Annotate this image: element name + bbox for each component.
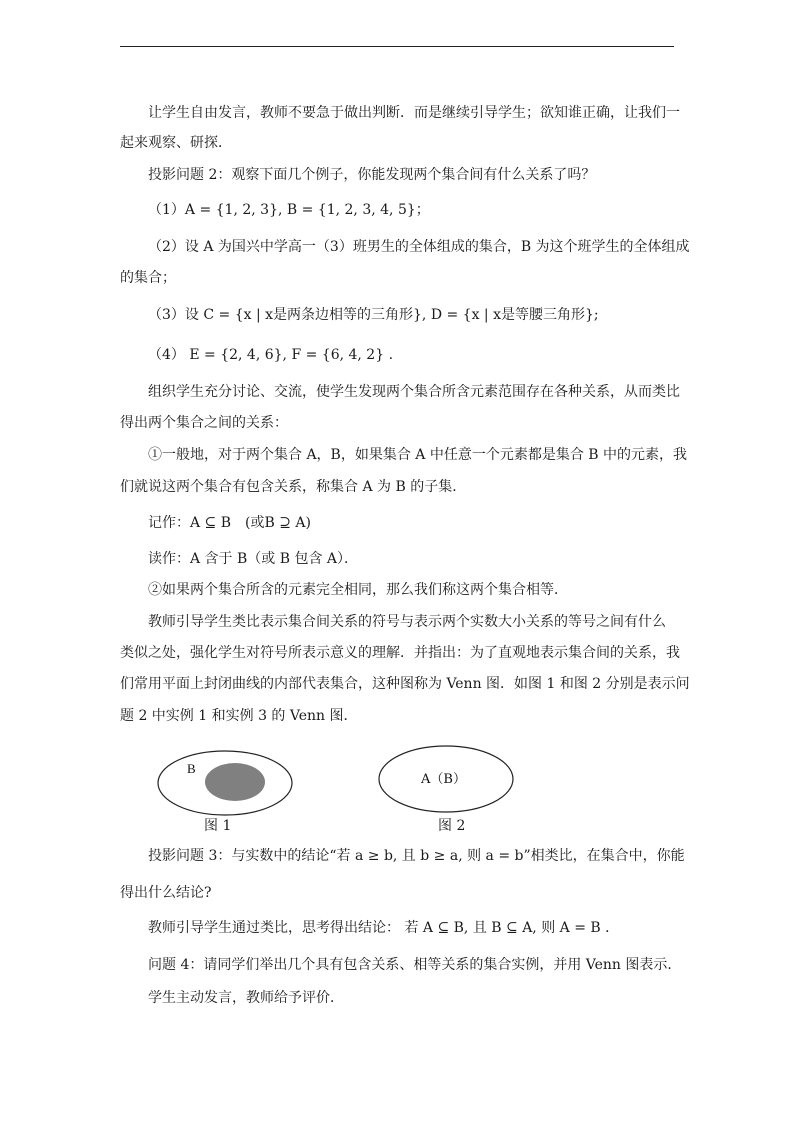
venn-figure-2 [377,744,515,816]
fig1-label-b: B [187,761,196,776]
notation-line: 记作：A ⊆ B (或B ⊇ A) [148,515,311,531]
text-line-9: 组织学生充分讨论、交流，使学生发现两个集合所含元素范围存在各种关系，从而类比 [148,384,680,400]
example-2-line-2: 的集合； [120,270,176,286]
inner-set-a [205,763,265,801]
closing-line: 学生主动发言，教师给予评价． [148,990,344,1006]
example-2-line-1: （2）设 A 为国兴中学高一（3）班男生的全体组成的集合，B 为这个班学生的全体组成 [148,239,690,255]
example-3: （3）设 C = {x | x是两条边相等的三角形}, D = {x | x是等腰三角形}; [148,307,599,323]
text-line-2: 起来观察、研探． [120,135,232,151]
definition-subset-line-1: ①一般地，对于两个集合 A，B，如果集合 A 中任意一个元素都是集合 B 中的元素，我 [148,447,688,463]
header-rule [120,46,674,47]
question-3-line-1: 投影问题 3：与实数中的结论“若 a ≥ b, 且 b ≥ a, 则 a = b”相类比，在集合中，你能 [148,848,685,864]
question-3-line-2: 得出什么结论? [120,885,212,901]
text-line-17: 类似之处，强化学生对符号所表示意义的理解．并指出：为了直观地表示集合间的关系，我 [120,645,680,661]
definition-subset-line-2: 们就说这两个集合有包含关系，称集合 A 为 B 的子集． [120,479,467,495]
venn-figure-1 [155,749,295,817]
text-line-10: 得出两个集合之间的关系： [120,415,288,431]
text-line-1: 让学生自由发言，教师不要急于做出判断．而是继续引导学生；欲知谁正确，让我们一 [148,105,680,121]
example-1: （1）A = {1, 2, 3}, B = {1, 2, 3, 4, 5}； [148,202,430,218]
conclusion-line: 教师引导学生通过类比，思考得出结论： 若 A ⊆ B, 且 B ⊆ A, 则 A = B ． [148,920,620,936]
reading-line: 读作：A 含于 B（或 B 包含 A）． [148,551,359,567]
text-line-18: 们常用平面上封闭曲线的内部代表集合，这种图称为 Venn 图．如图 1 和图 2 分别是表示问 [120,676,690,692]
fig2-label: A（B） [421,772,466,787]
text-line-3: 投影问题 2：观察下面几个例子，你能发现两个集合间有什么关系了吗？ [148,167,596,183]
figure-2-caption: 图 2 [438,818,466,834]
question-4-line: 问题 4：请同学们举出几个具有包含关系、相等关系的集合实例，并用 Venn 图表示． [148,957,682,973]
text-line-19: 题 2 中实例 1 和实例 3 的 Venn 图． [120,708,358,724]
figure-1-caption: 图 1 [204,818,232,834]
text-line-16: 教师引导学生类比表示集合间关系的符号与表示两个实数大小关系的等号之间有什么 [148,614,666,630]
definition-equal: ②如果两个集合所含的元素完全相同，那么我们称这两个集合相等． [148,582,568,598]
example-4: （4） E = {2, 4, 6}, F = {6, 4, 2} . [148,347,394,363]
